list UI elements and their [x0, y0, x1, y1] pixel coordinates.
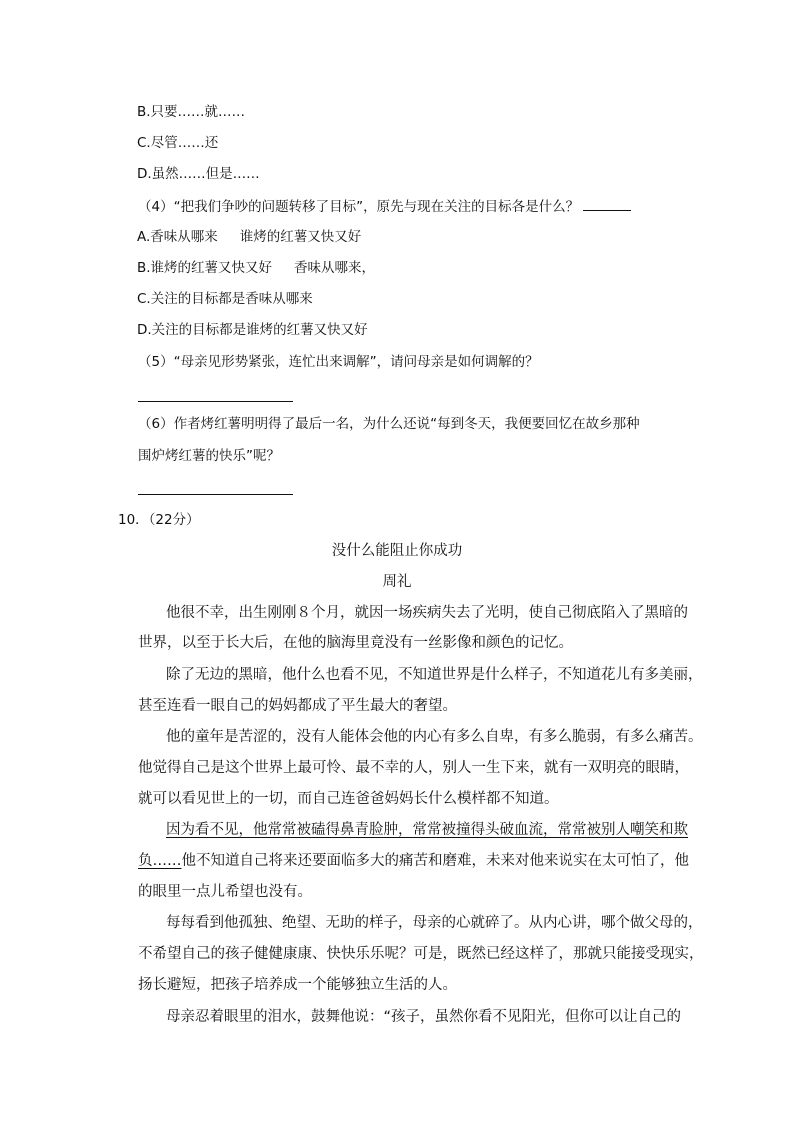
q4-option-c: C.关注的目标都是香味从哪来: [137, 291, 313, 307]
option-d: D.虽然……但是……: [137, 166, 260, 182]
paragraph-6-line-1: 母亲忍着眼里的泪水，鼓舞他说：“孩子，虽然你看不见阳光，但你可以让自己的: [166, 1009, 682, 1025]
question-6-line2: 围炉烤红薯的快乐”呢？: [138, 448, 280, 464]
question-5-stem: （5）“母亲见形势紧张，连忙出来调解”，请问母亲是如何调解的？: [138, 354, 539, 370]
option-b: B.只要……就……: [137, 104, 246, 120]
paragraph-4-line-3: 的眼里一点儿希望也没有。: [138, 884, 312, 900]
paragraph-4-line-2: 负……他不知道自己将来还要面临多大的痛苦和磨难，未来对他来说实在太可怕了，他: [138, 853, 689, 869]
paragraph-3-line-2: 他觉得自己是这个世界上最可怜、最不幸的人，别人一生下来，就有一双明亮的眼睛，: [138, 760, 689, 776]
question-10-header: 10．（22分）: [118, 512, 200, 528]
paragraph-3-line-3: 就可以看见世上的一切，而自己连爸爸妈妈长什么模样都不知道。: [138, 791, 559, 807]
answer-blank[interactable]: [583, 196, 631, 211]
paragraph-1-line-1: 他很不幸，出生刚刚８个月，就因一场疾病失去了光明，使自己彻底陷入了黑暗的: [166, 605, 688, 621]
article-author: 周礼: [382, 574, 412, 590]
option-c: C.尽管……还: [137, 135, 219, 151]
q4-option-a: A.香味从哪来 谁烤的红薯又快又好: [137, 229, 362, 245]
q4-option-d: D.关注的目标都是谁烤的红薯又快又好: [137, 322, 368, 338]
paragraph-4-line-1-underlined: 因为看不见，他常常被磕得鼻青脸肿，常常被撞得头破血流，常常被别人嘲笑和欺: [166, 822, 688, 838]
paragraph-3-line-1: 他的童年是苦涩的，没有人能体会他的内心有多么自卑，有多么脆弱，有多么痛苦。: [166, 729, 703, 745]
paragraph-5-line-1: 每每看到他孤独、绝望、无助的样子，母亲的心就碎了。从内心讲，哪个做父母的，: [166, 915, 703, 931]
paragraph-5-line-3: 扬长避短，把孩子培养成一个能够独立生活的人。: [138, 977, 457, 993]
question-6-line1: （6）作者烤红薯明明得了最后一名，为什么还说“每到冬天，我便要回忆在故乡那种: [138, 416, 640, 432]
answer-line-q6[interactable]: [138, 494, 293, 495]
paragraph-1-line-2: 世界，以至于长大后，在他的脑海里竟没有一丝影像和颜色的记忆。: [138, 635, 573, 651]
article-title: 没什么能阻止你成功: [331, 543, 463, 559]
paragraph-2-line-2: 甚至连看一眼自己的妈妈都成了平生最大的奢望。: [138, 698, 457, 714]
paragraph-5-line-2: 不希望自己的孩子健健康康、快快乐乐呢？可是，既然已经这样了，那就只能接受现实，: [138, 946, 704, 962]
q4-option-b: B.谁烤的红薯又快又好 香味从哪来，: [137, 260, 376, 276]
question-4-stem: （4）“把我们争吵的问题转移了目标”，原先与现在关注的目标各是什么？: [138, 196, 631, 217]
answer-line-q5[interactable]: [138, 401, 293, 402]
paragraph-2-line-1: 除了无边的黑暗，他什么也看不见，不知道世界是什么样子，不知道花儿有多美丽，: [166, 667, 703, 683]
